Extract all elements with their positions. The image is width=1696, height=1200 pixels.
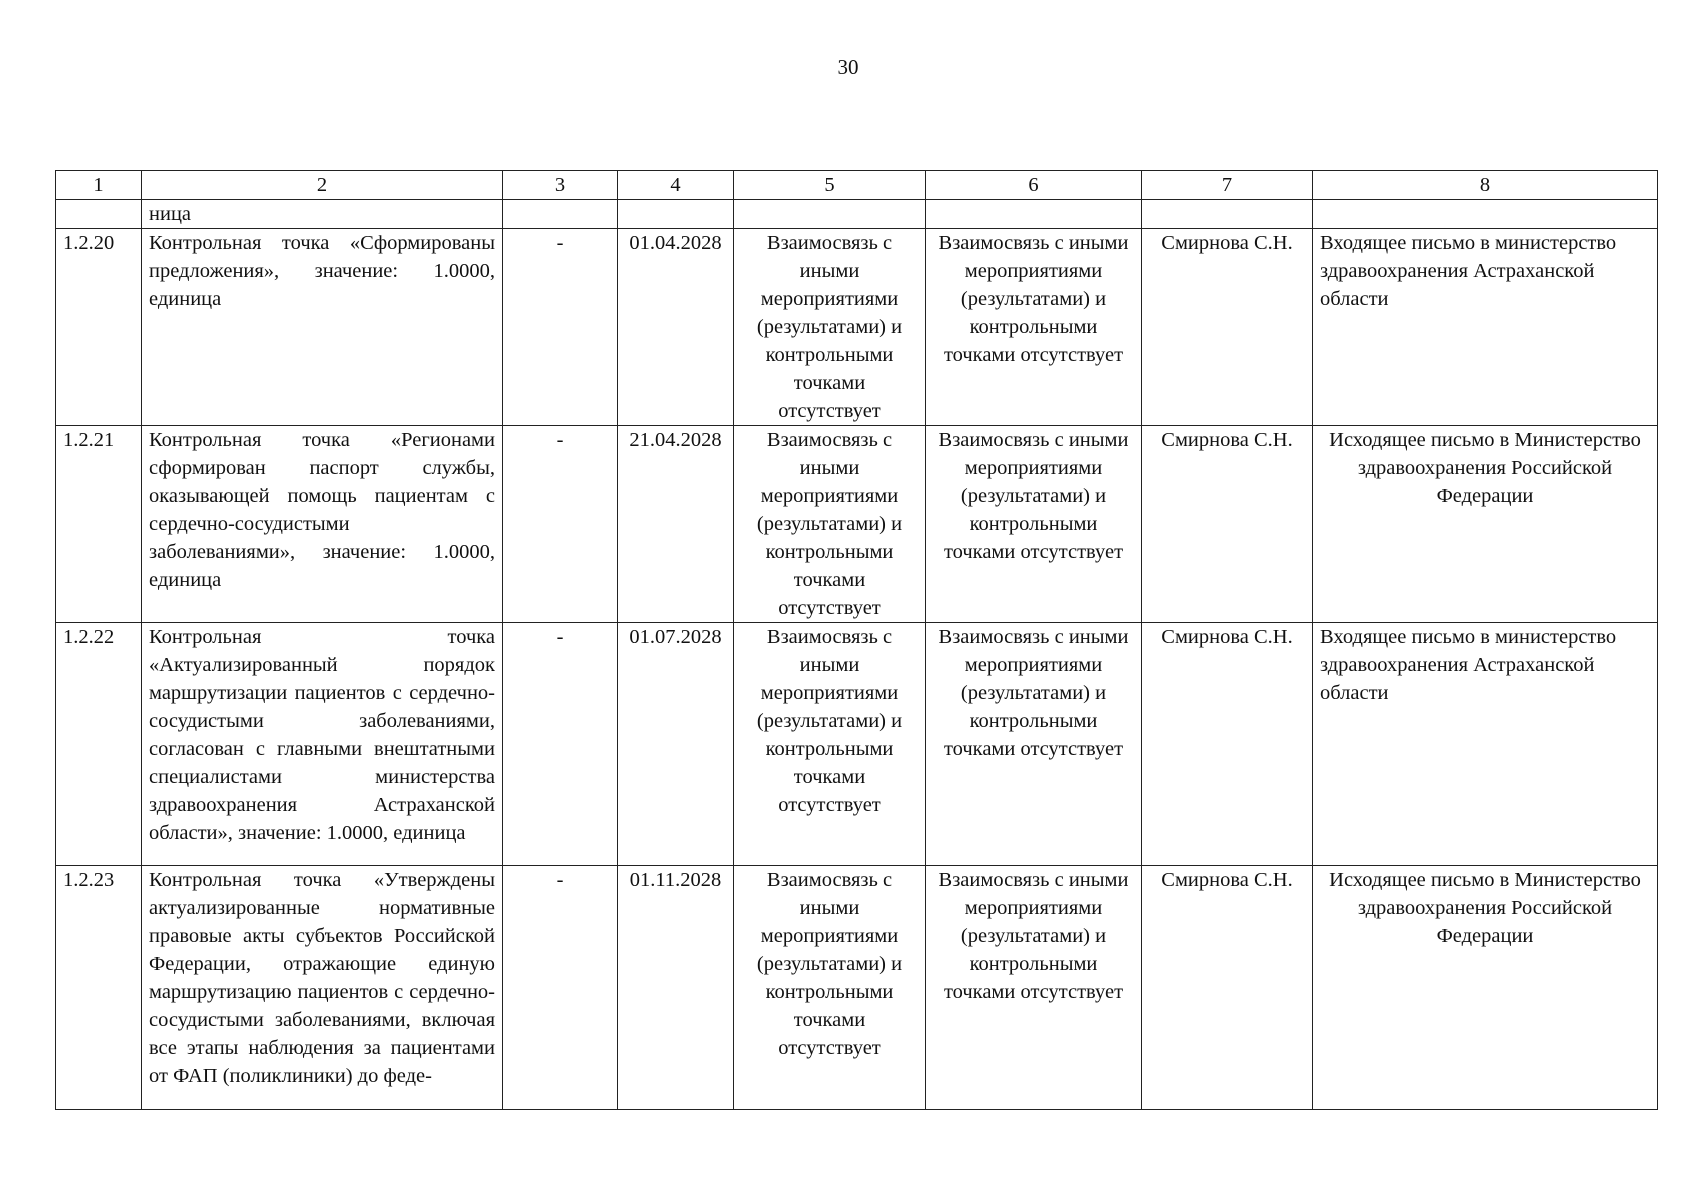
column-header-7: 7	[1142, 171, 1313, 200]
column-header-6: 6	[926, 171, 1142, 200]
control-point-description: Контрольная точка «Утверждены актуализированные нормативные правовые акты субъектов Российской Федерации, отражающие единую маршрутизацию пациентов с сердечно-сосудистыми заболеваниями, включая все этапы наблюдения за пациентами от ФАП (поликлиники) до феде-	[142, 866, 503, 1110]
relationship-text: Взаимосвязь с иными мероприятиями (результатами) и контрольными точками отсутствует	[734, 229, 926, 426]
dash-cell: -	[503, 623, 618, 866]
table-row	[56, 229, 1658, 426]
column-header-2: 2	[142, 171, 503, 200]
column-header-1: 1	[56, 171, 142, 200]
document-type: Входящее письмо в министерство здравоохранения Астраханской области	[1313, 623, 1658, 866]
responsible-person: Смирнова С.Н.	[1142, 229, 1313, 426]
column-header-5: 5	[734, 171, 926, 200]
empty-cell	[56, 200, 142, 229]
document-type: Исходящее письмо в Министерство здравоохранения Российской Федерации	[1313, 426, 1658, 623]
row-number: 1.2.20	[56, 229, 142, 426]
due-date: 01.04.2028	[618, 229, 734, 426]
relationship-text: Взаимосвязь с иными мероприятиями (результатами) и контрольными точками отсутствует	[734, 426, 926, 623]
relationship-text: Взаимосвязь с иными мероприятиями (результатами) и контрольными точками отсутствует	[926, 623, 1142, 866]
row-number: 1.2.22	[56, 623, 142, 866]
empty-cell	[926, 200, 1142, 229]
document-type: Входящее письмо в министерство здравоохранения Астраханской области	[1313, 229, 1658, 426]
empty-cell	[618, 200, 734, 229]
control-point-description: Контрольная точка «Регионами сформирован паспорт службы, оказывающей помощь пациентам с сердечно-сосудистыми заболеваниями», значение: 1.0000, единица	[142, 426, 503, 623]
control-points-table	[55, 170, 1658, 1110]
due-date: 01.11.2028	[618, 866, 734, 1110]
responsible-person: Смирнова С.Н.	[1142, 866, 1313, 1110]
page-number: 30	[837, 55, 859, 79]
empty-cell	[1142, 200, 1313, 229]
relationship-text: Взаимосвязь с иными мероприятиями (результатами) и контрольными точками отсутствует	[734, 866, 926, 1110]
table-row	[56, 426, 1658, 623]
dash-cell: -	[503, 426, 618, 623]
header-row	[56, 171, 1658, 200]
column-header-3: 3	[503, 171, 618, 200]
document-type: Исходящее письмо в Министерство здравоохранения Российской Федерации	[1313, 866, 1658, 1110]
relationship-text: Взаимосвязь с иными мероприятиями (результатами) и контрольными точками отсутствует	[926, 866, 1142, 1110]
table-row	[56, 623, 1658, 866]
control-point-description: Контрольная точка «Актуализированный порядок маршрутизации пациентов с сердечно-сосудистыми заболеваниями, согласован с главными внештатными специалистами министерства здравоохранения Астраханской области», значение: 1.0000, единица	[142, 623, 503, 866]
relationship-text: Взаимосвязь с иными мероприятиями (результатами) и контрольными точками отсутствует	[734, 623, 926, 866]
row-number: 1.2.23	[56, 866, 142, 1110]
relationship-text: Взаимосвязь с иными мероприятиями (результатами) и контрольными точками отсутствует	[926, 426, 1142, 623]
dash-cell: -	[503, 866, 618, 1110]
due-date: 21.04.2028	[618, 426, 734, 623]
row-number: 1.2.21	[56, 426, 142, 623]
column-header-8: 8	[1313, 171, 1658, 200]
table-row	[56, 866, 1658, 1110]
responsible-person: Смирнова С.Н.	[1142, 426, 1313, 623]
empty-cell	[1313, 200, 1658, 229]
responsible-person: Смирнова С.Н.	[1142, 623, 1313, 866]
empty-cell	[734, 200, 926, 229]
due-date: 01.07.2028	[618, 623, 734, 866]
continuation-row	[56, 200, 1658, 229]
continuation-text: ница	[142, 200, 503, 229]
empty-cell	[503, 200, 618, 229]
control-point-description: Контрольная точка «Сформированы предложения», значение: 1.0000, единица	[142, 229, 503, 426]
dash-cell: -	[503, 229, 618, 426]
column-header-4: 4	[618, 171, 734, 200]
relationship-text: Взаимосвязь с иными мероприятиями (результатами) и контрольными точками отсутствует	[926, 229, 1142, 426]
